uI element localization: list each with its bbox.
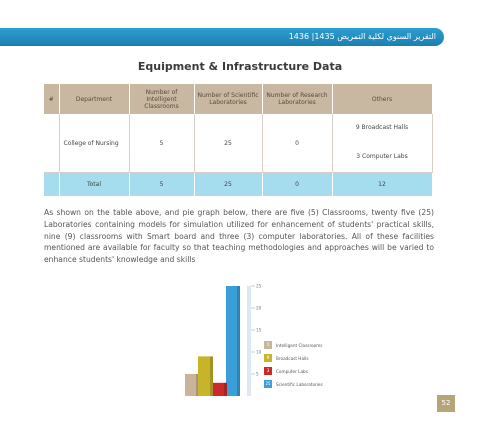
legend-swatch: 9 — [264, 354, 272, 362]
header-num: # — [44, 84, 59, 114]
legend-item — [264, 354, 323, 362]
y-tick-label: 20 — [256, 305, 262, 311]
equipment-table — [44, 84, 433, 196]
table-row — [44, 114, 432, 173]
legend-item — [264, 367, 323, 375]
total-others: 12 — [332, 173, 432, 197]
header-banner: التقرير السنوي لكلية التمريض 1435| 1436 — [0, 28, 444, 46]
legend-item — [264, 380, 323, 388]
cell-scientific: 25 — [194, 114, 262, 173]
header-department: Department — [59, 84, 129, 114]
header-intelligent: Number of Intelligent Classrooms — [129, 84, 194, 114]
legend-label: Computer Labs — [276, 368, 308, 374]
cell-others — [332, 114, 432, 173]
y-axis-panel — [247, 286, 251, 396]
others-computer: 3 Computer Labs — [356, 153, 408, 160]
cell-intelligent: 5 — [129, 114, 194, 173]
header-scientific: Number of Scientific Laboratories — [194, 84, 262, 114]
bar-intelligent-classrooms — [185, 374, 199, 396]
cell-research: 0 — [262, 114, 332, 173]
chart-legend — [264, 341, 323, 393]
total-blank — [44, 173, 59, 197]
table-total-row — [44, 173, 432, 197]
legend-swatch: 5 — [264, 341, 272, 349]
legend-label: Intelligent Classrooms — [276, 342, 323, 348]
table-header-row — [44, 84, 432, 114]
total-scientific: 25 — [194, 173, 262, 197]
y-tick-label: 25 — [256, 283, 262, 289]
y-tick-label: 10 — [256, 349, 262, 355]
page-title: Equipment & Infrastructure Data — [137, 60, 343, 73]
legend-item — [264, 341, 323, 349]
header-others: Others — [332, 84, 432, 114]
bar-computer-labs — [213, 383, 227, 396]
bar-broadcast-halls — [198, 356, 213, 396]
others-broadcast: 9 Broadcast Halls — [355, 124, 409, 131]
bar-scientific-laboratories — [226, 286, 240, 396]
cell-department: College of Nursing — [59, 114, 129, 173]
cell-num — [44, 114, 59, 173]
legend-swatch: 3 — [264, 367, 272, 375]
legend-label: Scientific Laboratories — [276, 381, 323, 387]
y-tick-label: 5 — [256, 371, 259, 377]
y-tick-label: 15 — [256, 327, 262, 333]
total-intelligent: 5 — [129, 173, 194, 197]
legend-swatch: 25 — [265, 381, 271, 386]
legend-label: Broadcast Halls — [276, 355, 309, 361]
total-label: Total — [59, 173, 129, 197]
total-research: 0 — [262, 173, 332, 197]
page-number: 52 — [437, 395, 455, 412]
body-paragraph: As shown on the table above, and pie graph below, there are five (5) Classrooms, twenty five (25) Laboratories containing models for simulation utilized for enhancement of students' practical skills, nine (9) classrooms with Smart board and three (3) computer laboratories. All of these facilities mentioned are available for faculty so that teaching methodologies and approaches will be varied to enhance students' knowledge and skills — [44, 208, 434, 265]
header-research: Number of Research Laboratories — [262, 84, 332, 114]
